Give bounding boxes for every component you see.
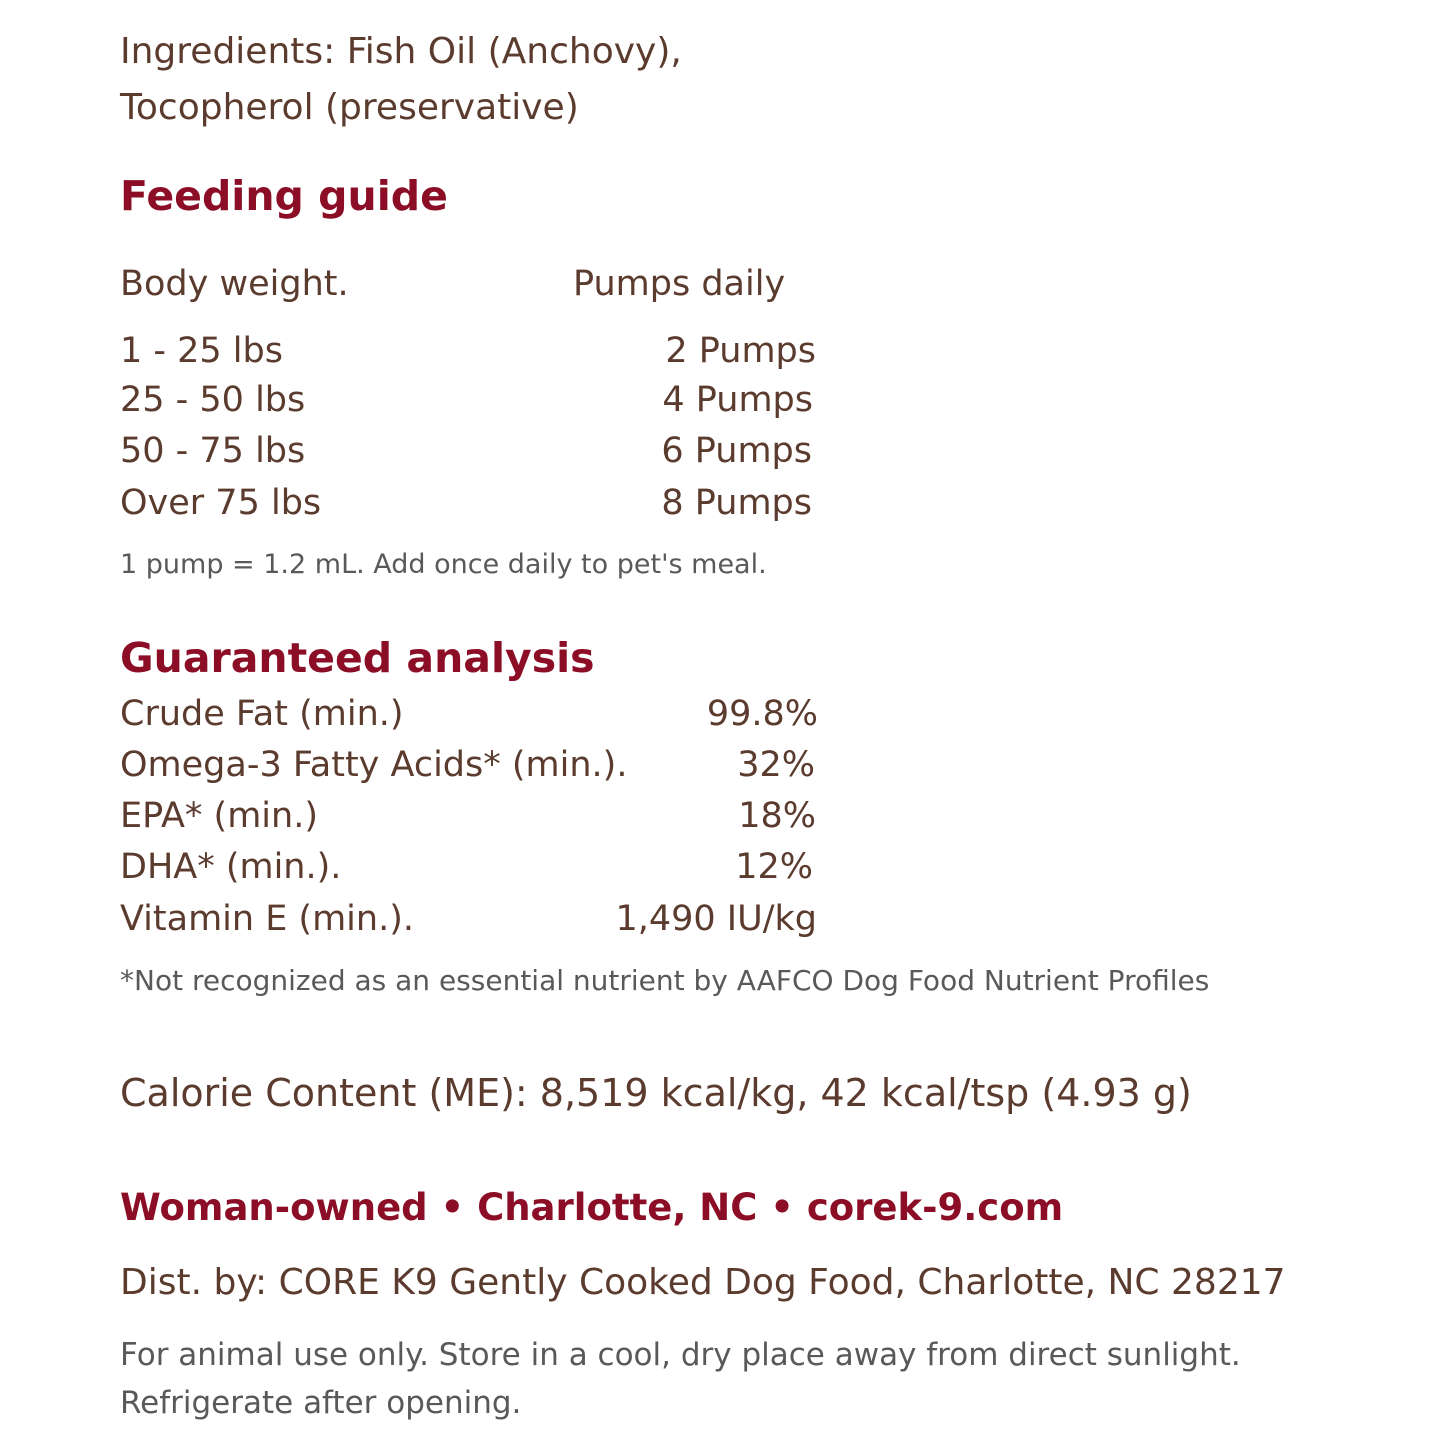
analysis-name: Omega-3 Fatty Acids* (min.). [120, 745, 628, 785]
feeding-guide-title: Feeding guide [120, 172, 448, 220]
col-header-pumps-daily: Pumps daily [573, 264, 786, 304]
analysis-value: 1,490 IU/kg [615, 899, 817, 939]
feeding-note: 1 pump = 1.2 mL. Add once daily to pet's meal. [120, 549, 767, 580]
feeding-pumps: 2 Pumps [665, 331, 816, 371]
analysis-name: EPA* (min.) [120, 796, 318, 836]
storage-line-2: Refrigerate after opening. [120, 1385, 522, 1421]
feeding-weight: 25 - 50 lbs [120, 380, 306, 420]
distributor-line: Dist. by: CORE K9 Gently Cooked Dog Food, Charlotte, NC 28217 [120, 1262, 1286, 1303]
analysis-name: Crude Fat (min.) [120, 694, 404, 734]
analysis-name: Vitamin E (min.). [120, 899, 414, 939]
feeding-weight: 1 - 25 lbs [120, 331, 283, 371]
feeding-weight: Over 75 lbs [120, 483, 322, 523]
feeding-pumps: 8 Pumps [661, 483, 812, 523]
feeding-pumps: 4 Pumps [662, 380, 813, 420]
analysis-value: 32% [737, 745, 815, 785]
feeding-pumps: 6 Pumps [661, 431, 812, 471]
analysis-value: 12% [735, 847, 813, 887]
analysis-value: 18% [738, 796, 816, 836]
analysis-value: 99.8% [706, 694, 818, 734]
brand-line: Woman-owned • Charlotte, NC • corek-9.com [120, 1186, 1064, 1229]
calorie-content: Calorie Content (ME): 8,519 kcal/kg, 42 kcal/tsp (4.93 g) [120, 1071, 1192, 1115]
ingredients-line-2: Tocopherol (preservative) [120, 87, 579, 128]
analysis-footnote: *Not recognized as an essential nutrient by AAFCO Dog Food Nutrient Profiles [120, 964, 1210, 997]
col-header-body-weight: Body weight. [120, 264, 349, 304]
storage-line-1: For animal use only. Store in a cool, dry place away from direct sunlight. [120, 1337, 1241, 1373]
feeding-weight: 50 - 75 lbs [120, 431, 306, 471]
analysis-title: Guaranteed analysis [120, 634, 595, 682]
analysis-name: DHA* (min.). [120, 847, 342, 887]
ingredients-line-1: Ingredients: Fish Oil (Anchovy), [120, 31, 682, 72]
